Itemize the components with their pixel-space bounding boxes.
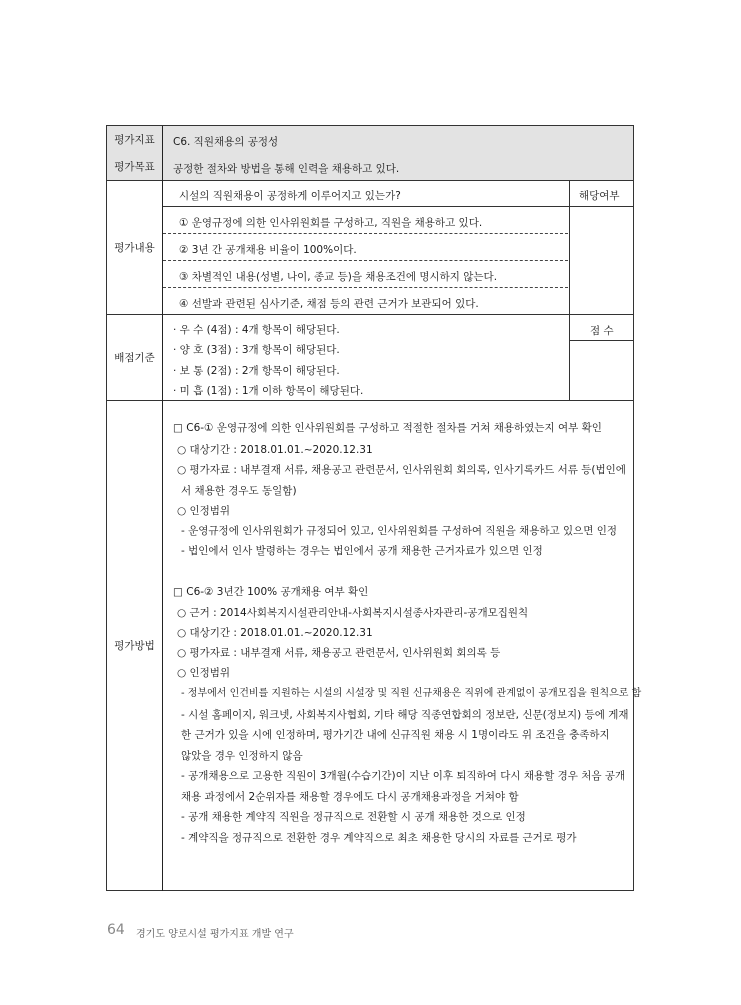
method-line: □ C6-② 3년간 100% 공개채용 여부 확인 (173, 586, 369, 598)
content-item: ③ 차별적인 내용(성별, 나이, 종교 등)을 채용조건에 명시하지 않는다. (179, 271, 498, 283)
method-line: - 시설 홈페이지, 워크넷, 사회복지사협회, 기타 해당 직종연합회의 정보란, 신문(정보지) 등에 게재 (181, 709, 629, 721)
indicator-label: 평가지표 (107, 126, 163, 153)
scoring-item: · 미 흡 (1점) : 1개 이하 항목이 해당된다. (173, 385, 364, 397)
content-label: 평가내용 (107, 180, 163, 314)
method-line: ○ 근거 : 2014사회복지시설관리안내-사회복지시설종사자관리-공개모집원칙 (177, 607, 529, 619)
method-line: □ C6-① 운영규정에 의한 인사위원회를 구성하고 적절한 절차를 거쳐 채용하였는지 여부 확인 (173, 422, 602, 434)
content-item: ④ 선발과 관련된 심사기준, 채점 등의 관련 근거가 보관되어 있다. (179, 298, 479, 310)
method-line: 서 채용한 경우도 동일함) (181, 485, 297, 497)
indicator-value: C6. 직원채용의 공정성 (173, 136, 279, 148)
method-line: ○ 평가자료 : 내부결재 서류, 채용공고 관련문서, 인사위원회 회의록, 인사기록카드 서류 등(법인에 (177, 464, 626, 476)
scoring-item: · 양 호 (3점) : 3개 항목이 해당된다. (173, 344, 340, 356)
method-line: 않았을 경우 인정하지 않음 (181, 750, 303, 762)
method-line: - 법인에서 인사 발령하는 경우는 법인에서 공개 채용한 근거자료가 있으면 인정 (181, 545, 543, 557)
footer-title: 경기도 양로시설 평가지표 개발 연구 (136, 929, 294, 940)
method-line: - 운영규정에 인사위원회가 규정되어 있고, 인사위원회를 구성하여 직원을 채용하고 있으면 인정 (181, 525, 618, 537)
applicable-header: 해당여부 (579, 190, 620, 202)
goal-value: 공정한 절차와 방법을 통해 인력을 채용하고 있다. (173, 163, 400, 175)
method-line: 한 근거가 있을 시에 인정하며, 평가기간 내에 신규직원 채용 시 1명이라도 위 조건을 충족하지 (181, 729, 610, 741)
content-item: ① 운영규정에 의한 인사위원회를 구성하고, 직원을 채용하고 있다. (179, 217, 483, 229)
scoring-item: · 보 통 (2점) : 2개 항목이 해당된다. (173, 365, 340, 377)
scoring-label: 배점기준 (107, 314, 163, 400)
method-line: ○ 인정범위 (177, 667, 231, 679)
content-item: ② 3년 간 공개채용 비율이 100%이다. (179, 244, 357, 256)
score-header: 점 수 (590, 325, 614, 337)
content-question: 시설의 직원채용이 공정하게 이루어지고 있는가? (179, 190, 401, 202)
method-line: - 계약직을 정규직으로 전환한 경우 계약직으로 최초 채용한 당시의 자료를 근거로 평가 (181, 832, 577, 844)
method-line: 채용 과정에서 2순위자를 채용할 경우에도 다시 공개채용과정을 거쳐야 함 (181, 791, 519, 803)
method-line: - 정부에서 인건비를 지원하는 시설의 시설장 및 직원 신규채용은 직위에 관계없이 공개모집을 원칙으로 함 (181, 688, 642, 699)
evaluation-table (106, 125, 642, 891)
method-line: - 공개 채용한 계약직 직원을 정규직으로 전환할 시 공개 채용한 것으로 인정 (181, 811, 526, 823)
goal-label: 평가목표 (107, 153, 163, 180)
method-line: - 공개채용으로 고용한 직원이 3개월(수습기간)이 지난 이후 퇴직하여 다시 채용할 경우 처음 공개 (181, 770, 626, 782)
method-line: ○ 대상기간 : 2018.01.01.~2020.12.31 (177, 444, 373, 456)
method-line: ○ 인정범위 (177, 505, 231, 517)
scoring-item: · 우 수 (4점) : 4개 항목이 해당된다. (173, 324, 340, 336)
method-line: ○ 대상기간 : 2018.01.01.~2020.12.31 (177, 627, 373, 639)
method-line: ○ 평가자료 : 내부결재 서류, 채용공고 관련문서, 인사위원회 회의록 등 (177, 647, 501, 659)
method-label: 평가방법 (107, 400, 163, 891)
page-number: 64 (107, 922, 125, 938)
